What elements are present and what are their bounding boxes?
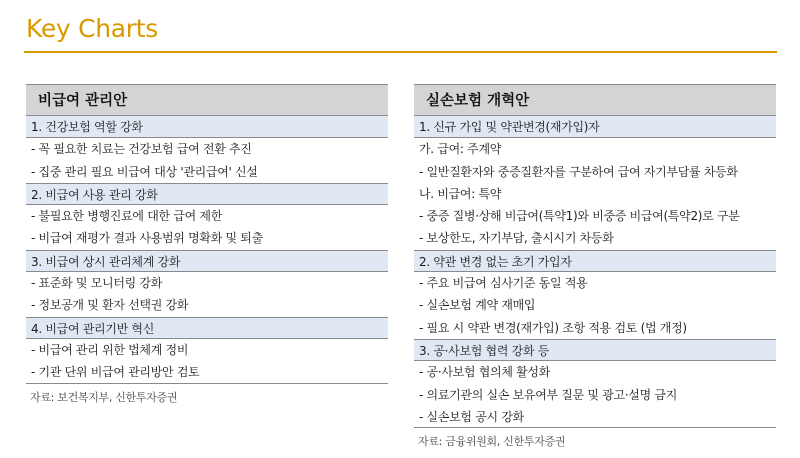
right-source-note: 자료: 금융위원회, 신한투자증권 — [418, 435, 566, 449]
left-panel-table — [26, 84, 388, 405]
list-item: - 주요 비급여 심사기준 동일 적용 — [419, 276, 588, 291]
section-heading: 4. 비급여 관리기반 혁신 — [26, 317, 388, 339]
right-panel-header: 실손보험 개혁안 — [414, 84, 776, 116]
left-source-note: 자료: 보건복지부, 신한투자증권 — [30, 390, 178, 404]
list-item: - 보상한도, 자기부담, 출시시기 차등화 — [419, 231, 614, 246]
section-heading: 3. 공·사보험 협력 강화 등 — [414, 339, 776, 361]
title-divider — [24, 51, 777, 53]
list-item: - 실손보험 계약 재매입 — [419, 298, 536, 313]
list-item: - 기관 단위 비급여 관리방안 검토 — [26, 361, 388, 383]
list-item: - 실손보험 공시 강화 — [414, 406, 776, 428]
list-item: - 공·사보험 협의체 활성화 — [419, 365, 551, 380]
list-item: - 일반질환자와 중증질환자를 구분하여 급여 자기부담률 차등화 — [419, 164, 738, 179]
list-item: - 비급여 관리 위한 법체계 정비 — [31, 342, 189, 357]
section-heading: 1. 건강보험 역할 강화 — [26, 116, 388, 138]
section-heading: 3. 비급여 상시 관리체계 강화 — [26, 250, 388, 272]
right-panel-table — [414, 84, 776, 449]
list-item: - 중증 질병·상해 비급여(특약1)와 비중증 비급여(특약2)로 구분 — [419, 209, 740, 224]
left-panel-header: 비급여 관리안 — [26, 84, 388, 116]
list-item: - 비급여 재평가 결과 사용범위 명확화 및 퇴출 — [31, 231, 263, 246]
section-heading: 1. 신규 가입 및 약관변경(재가입)자 — [414, 116, 776, 138]
left-panel-rows — [26, 116, 388, 384]
section-heading: 2. 비급여 사용 관리 강화 — [26, 183, 388, 205]
page-title: Key Charts — [26, 14, 158, 43]
subsection-label: 나. 비급여: 특약 — [419, 186, 502, 201]
list-item: - 불필요한 병행진료에 대한 급여 제한 — [31, 209, 222, 224]
list-item: - 꼭 필요한 치료는 건강보험 급여 전환 추진 — [31, 142, 252, 157]
list-item: - 정보공개 및 환자 선택권 강화 — [31, 298, 189, 313]
list-item: - 표준화 및 모니터링 강화 — [31, 276, 163, 291]
list-item: - 의료기관의 실손 보유여부 질문 및 광고·설명 금지 — [419, 387, 677, 402]
subsection-label: 가. 급여: 주계약 — [419, 142, 502, 157]
right-panel-rows — [414, 116, 776, 428]
list-item: - 집중 관리 필요 비급여 대상 '관리급여' 신설 — [31, 164, 258, 179]
section-heading: 2. 약관 변경 없는 초기 가입자 — [414, 250, 776, 272]
list-item: - 필요 시 약관 변경(재가입) 조항 적용 검토 (법 개정) — [419, 320, 687, 335]
